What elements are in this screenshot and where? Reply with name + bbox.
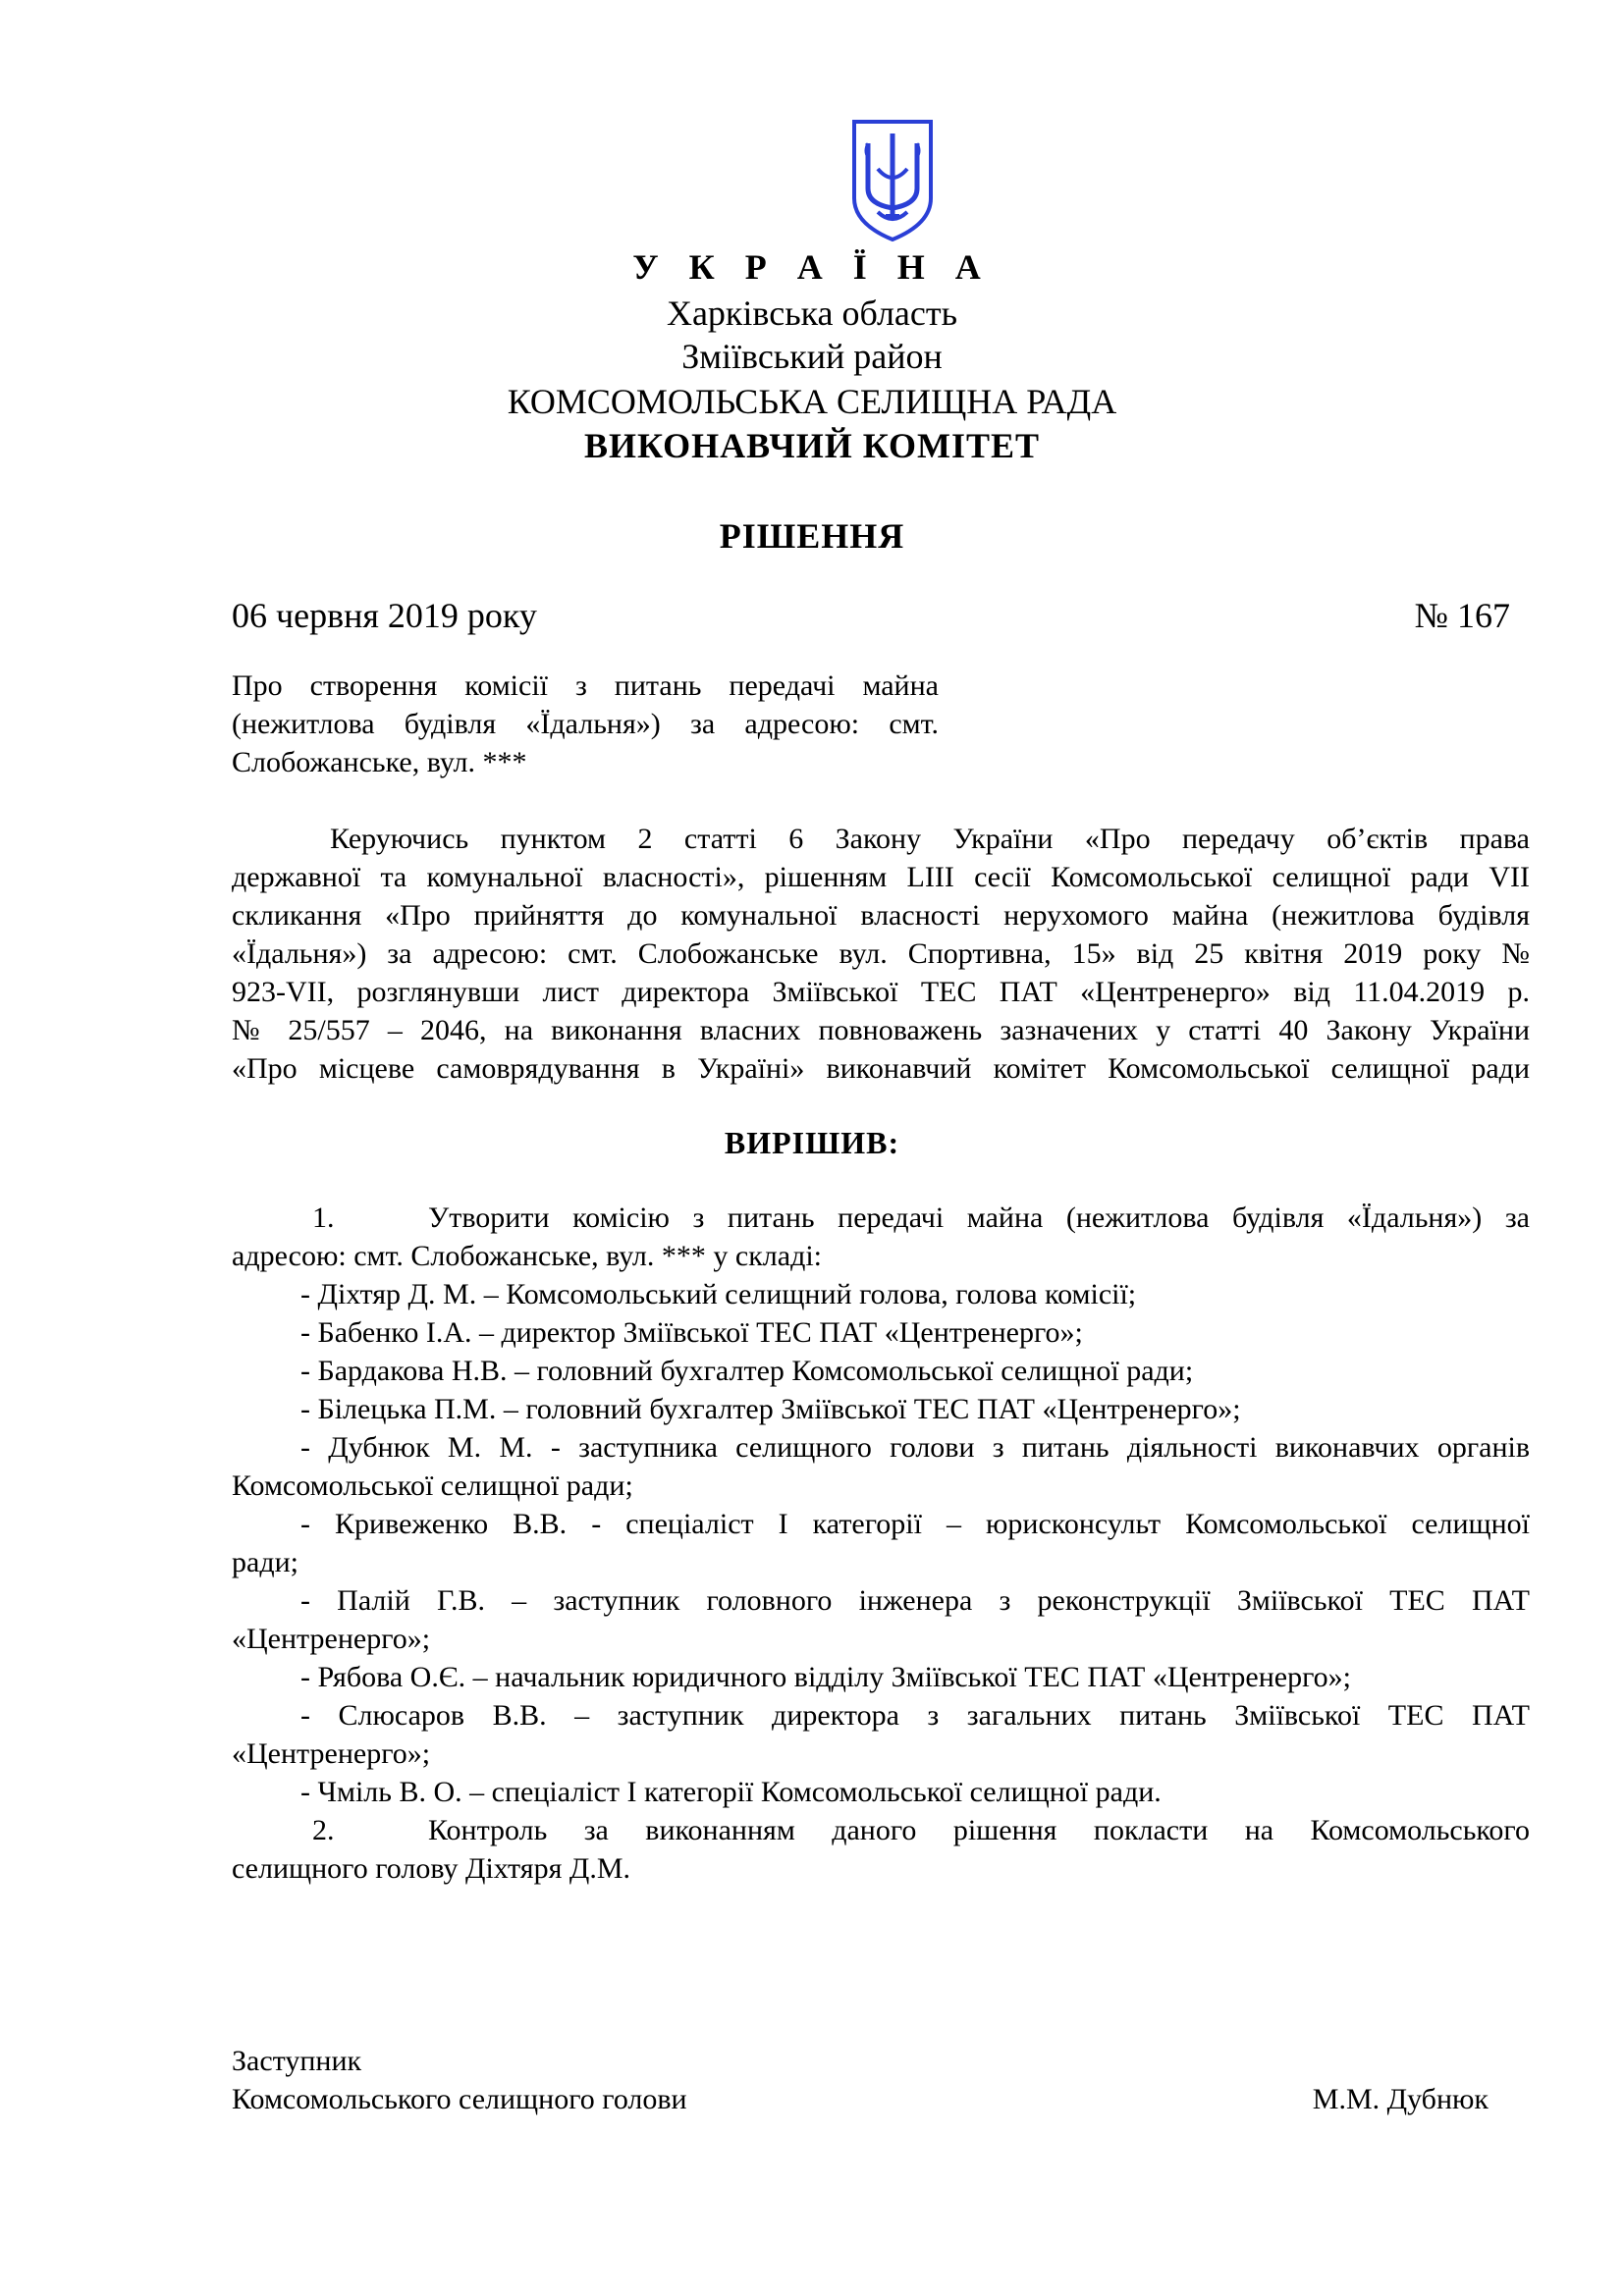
item-1-number: 1. [312, 1201, 335, 1234]
item-2-line-1: Контроль за виконанням даного рішення покласти на Комсомольського [428, 1814, 1530, 1846]
member-line: - Рябова О.Є. – начальник юридичного відділу Зміївської ТЕС ПАТ «Центренерго»; [300, 1661, 1351, 1693]
decision-number: № 167 [1414, 596, 1510, 635]
preamble-line-6: № 25/557 – 2046, на виконання власних повноважень зазначених у статті 40 Закону України [232, 1014, 1530, 1046]
signature-position-line-1: Заступник [232, 2045, 362, 2077]
member-line: «Центренерго»; [232, 1623, 431, 1655]
item-2-line-2: селищного голову Діхтяря Д.М. [232, 1852, 631, 1885]
member-line: - Дубнюк М. М. - заступника селищного голови з питань діяльності виконавчих органів [300, 1431, 1530, 1464]
member-line: - Бабенко І.А. – директор Зміївської ТЕС ПАТ «Центренерго»; [300, 1316, 1083, 1349]
member-line: - Чміль В. О. – спеціаліст І категорії Комсомольської селищної ради. [300, 1776, 1162, 1808]
preamble-line-1: Керуючись пунктом 2 статті 6 Закону України «Про передачу об’єктів права [330, 823, 1530, 855]
subject-line-3: Слобожанське, вул. *** [232, 746, 527, 778]
preamble-line-7: «Про місцеве самоврядування в Україні» виконавчий комітет Комсомольської селищної ради [232, 1052, 1530, 1085]
trident-coat-of-arms-icon [848, 118, 937, 243]
preamble-line-5: 923-VII, розглянувши лист директора Зміївської ТЕС ПАТ «Центренерго» від 11.04.2019 р. [232, 976, 1530, 1008]
header-district: Зміївський район [681, 337, 943, 376]
member-line: «Центренерго»; [232, 1737, 431, 1770]
item-1-line-1: Утворити комісію з питань передачі майна (нежитлова будівля «Їдальня») за [428, 1201, 1530, 1234]
member-line: - Кривеженко В.В. - спеціаліст І категорії – юрисконсульт Комсомольської селищної [300, 1508, 1530, 1540]
signature-position-line-2: Комсомольського селищного голови [232, 2083, 687, 2115]
member-line: - Діхтяр Д. М. – Комсомольський селищний голова, голова комісії; [300, 1278, 1137, 1310]
preamble-line-3: скликання «Про прийняття до комунальної власності нерухомого майна (нежитлова будівля [232, 899, 1530, 932]
header-country: У К Р А Ї Н А [632, 247, 992, 287]
member-line: - Палій Г.В. – заступник головного інженера з реконструкції Зміївської ТЕС ПАТ [300, 1584, 1530, 1617]
member-line: - Слюсаров В.В. – заступник директора з загальних питань Зміївської ТЕС ПАТ [300, 1699, 1530, 1732]
header-region: Харківська область [666, 294, 958, 333]
member-line: ради; [232, 1546, 298, 1578]
preamble-line-4: «Їдальня») за адресою: смт. Слобожанське вул. Спортивна, 15» від 25 квітня 2019 року № [232, 937, 1530, 970]
subject-line-2: (нежитлова будівля «Їдальня») за адресою: смт. [232, 708, 939, 740]
item-2-number: 2. [312, 1814, 335, 1846]
preamble-line-2: державної та комунальної власності», рішенням LIII сесії Комсомольської селищної ради VII [232, 861, 1530, 893]
header-council: КОМСОМОЛЬСЬКА СЕЛИЩНА РАДА [507, 382, 1117, 421]
decided-heading: ВИРІШИВ: [724, 1125, 900, 1160]
item-1-line-2: адресою: смт. Слобожанське, вул. *** у складі: [232, 1240, 822, 1272]
subject-line-1: Про створення комісії з питань передачі майна [232, 669, 939, 702]
member-line: Комсомольської селищної ради; [232, 1469, 633, 1502]
member-line: - Білецька П.М. – головний бухгалтер Зміївської ТЕС ПАТ «Центренерго»; [300, 1393, 1241, 1425]
header-committee: ВИКОНАВЧИЙ КОМІТЕТ [583, 426, 1041, 465]
decision-date: 06 червня 2019 року [232, 596, 537, 635]
signature-name: М.М. Дубнюк [1312, 2083, 1489, 2115]
member-line: - Бардакова Н.В. – головний бухгалтер Комсомольської селищної ради; [300, 1355, 1194, 1387]
document-type-title: РІШЕННЯ [719, 516, 905, 556]
